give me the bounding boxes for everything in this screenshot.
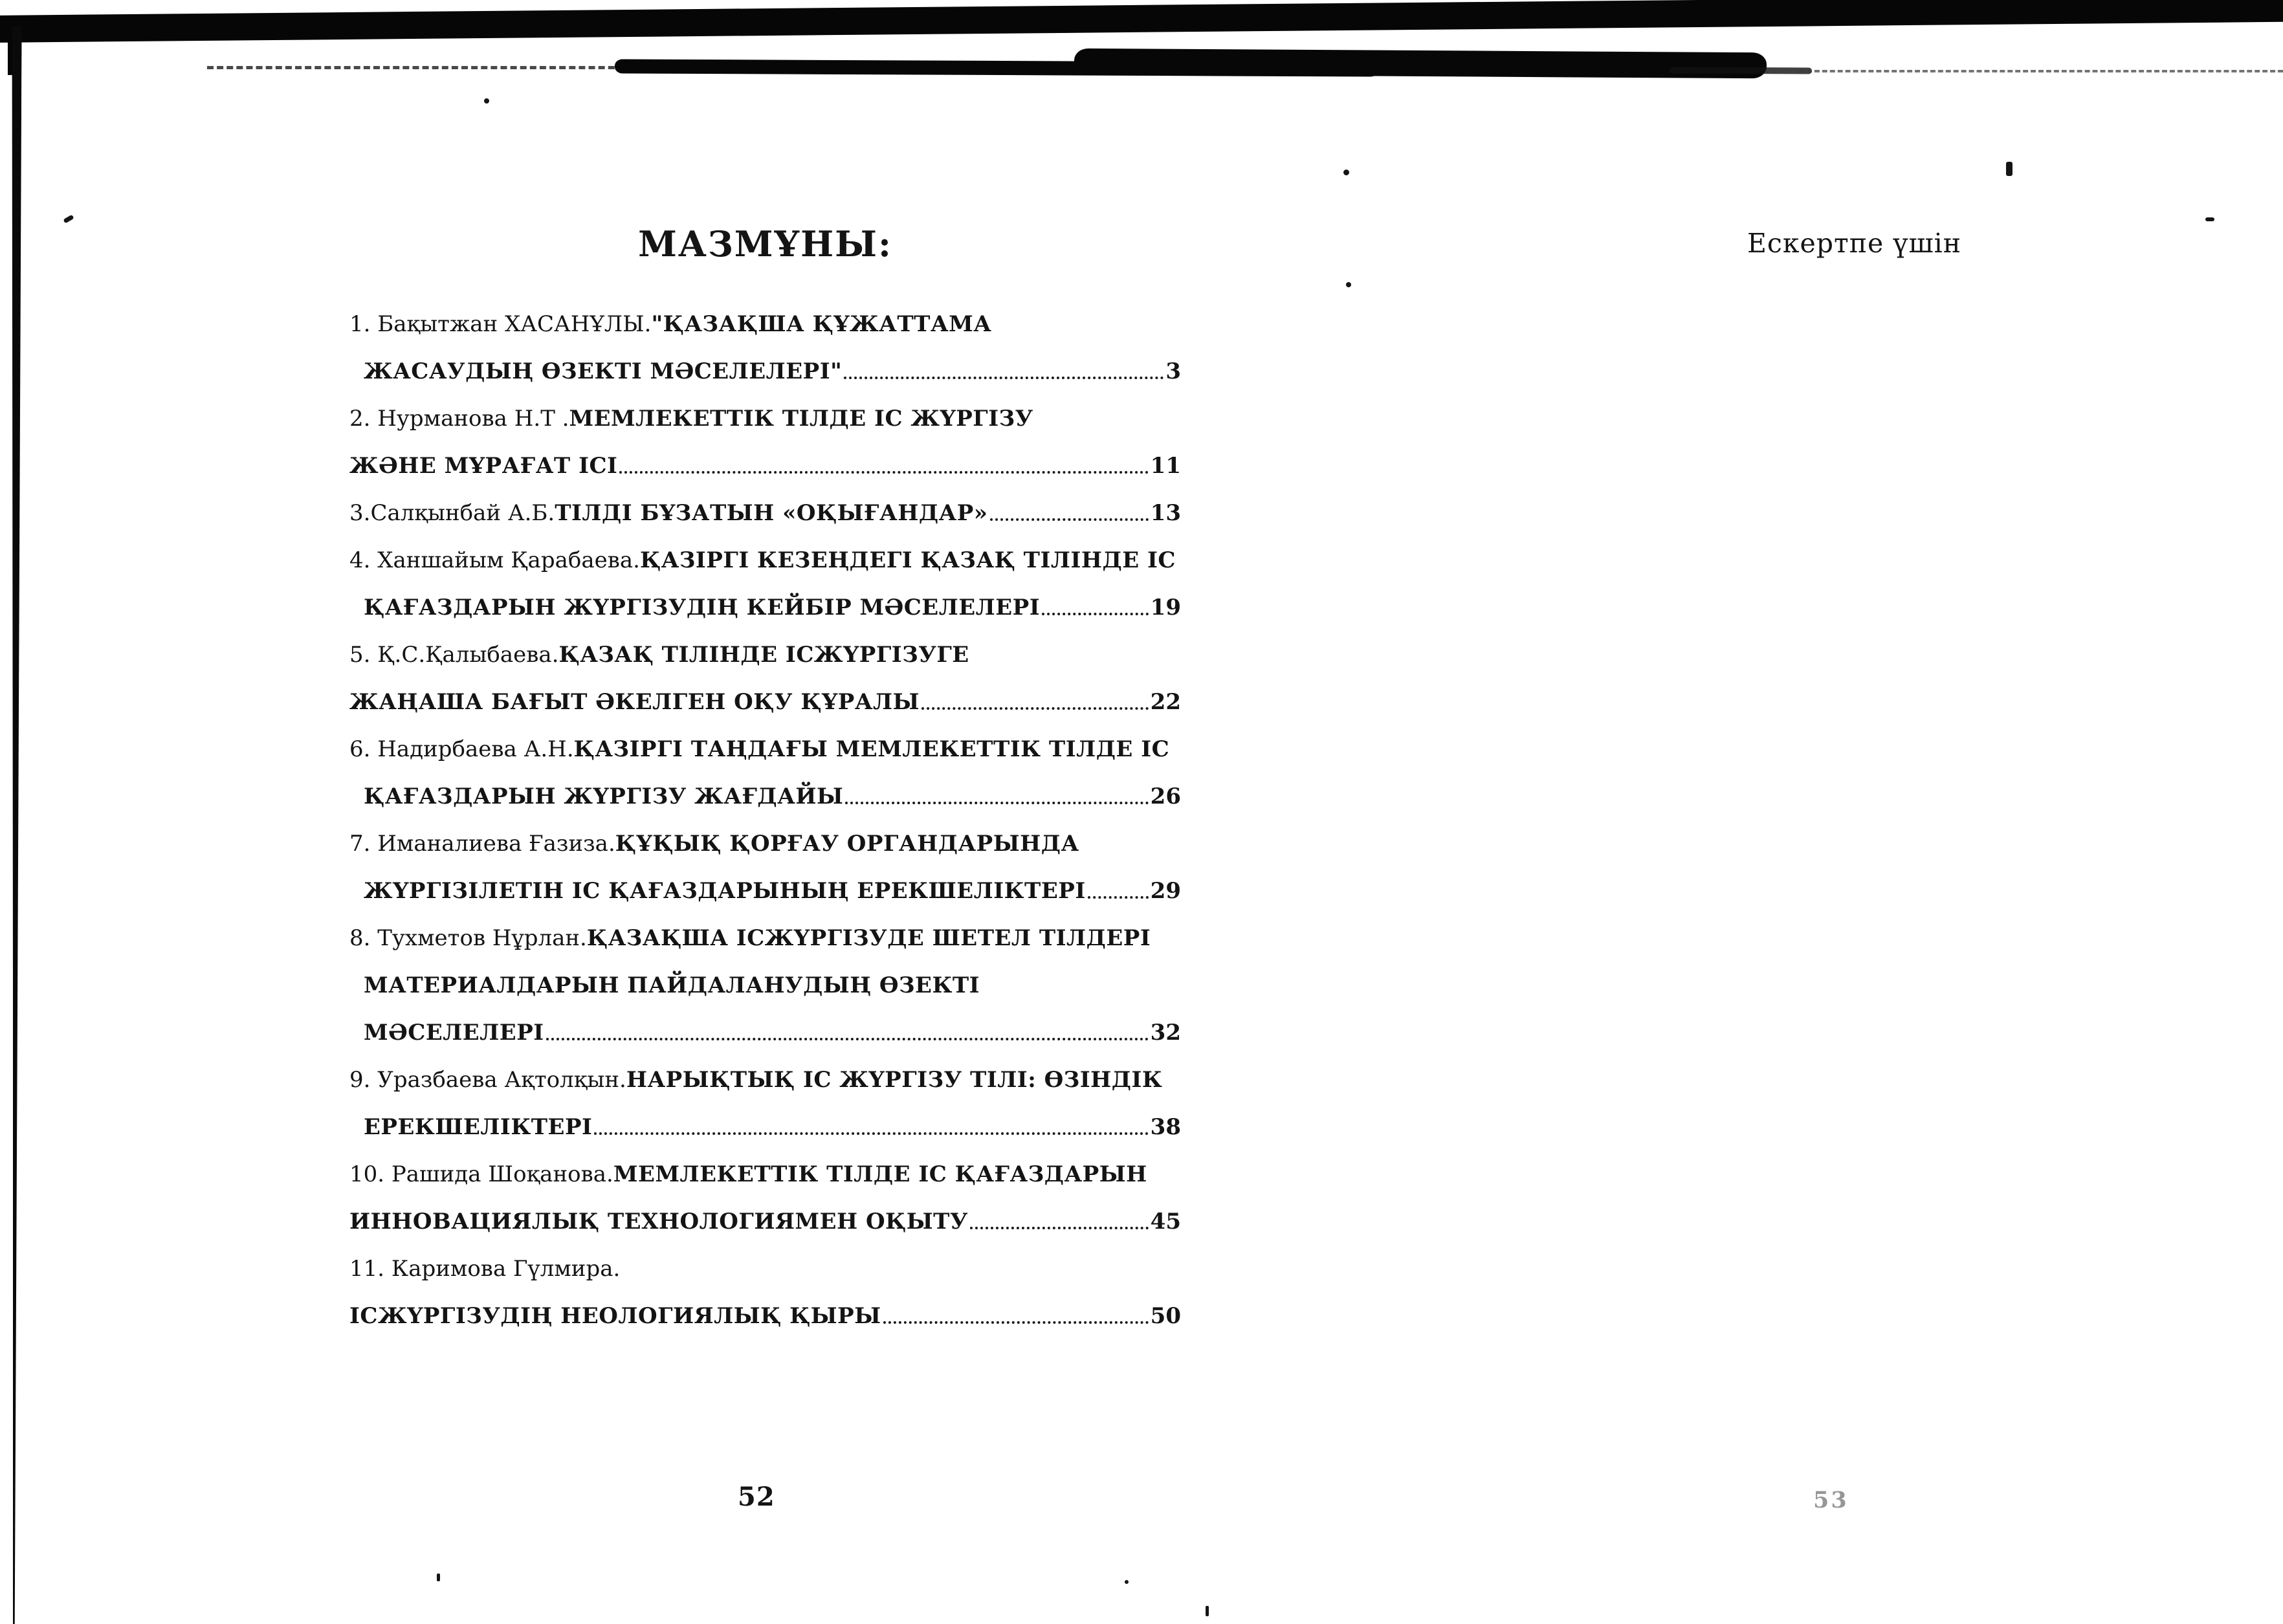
dot-leader xyxy=(1042,613,1149,615)
toc-entry-author: 6. Надирбаева А.Н. xyxy=(349,736,574,763)
toc-line xyxy=(349,1139,1181,1187)
toc-line xyxy=(349,903,1181,950)
toc-line xyxy=(349,1281,1181,1328)
toc-page-number: 38 xyxy=(1150,1114,1181,1141)
toc-page-number: 50 xyxy=(1150,1303,1181,1330)
toc-line xyxy=(349,431,1181,478)
dot-leader xyxy=(594,1132,1148,1135)
toc-line xyxy=(349,856,1181,903)
page-number-left: 52 xyxy=(738,1482,775,1512)
dot-leader xyxy=(619,471,1148,474)
toc-page-number: 11 xyxy=(1150,453,1181,479)
scan-speck xyxy=(484,98,489,104)
scan-dashed-line-left xyxy=(207,66,634,69)
toc-entry-author: 11. Каримова Гүлмира. xyxy=(349,1256,621,1282)
toc-line xyxy=(349,1234,1181,1281)
dot-leader xyxy=(883,1321,1149,1324)
toc-page-number: 3 xyxy=(1165,358,1181,385)
scan-speck xyxy=(1125,1580,1129,1584)
toc-line xyxy=(349,384,1181,431)
toc-page-number: 32 xyxy=(1150,1020,1181,1046)
toc-entry-title: НАРЫҚТЫҚ ІС ЖҮРГІЗУ ТІЛІ: ӨЗІНДІК xyxy=(626,1067,1163,1093)
scan-speck xyxy=(2205,217,2214,221)
notes-heading: Ескертпе үшін xyxy=(1747,228,1962,259)
toc-line xyxy=(349,714,1181,762)
toc-line xyxy=(349,525,1181,573)
toc-entry-author: 2. Нурманова Н.Т . xyxy=(349,406,569,432)
dot-leader xyxy=(970,1227,1149,1229)
toc-entry-title: ҚАЗІРГІ ТАҢДАҒЫ МЕМЛЕКЕТТІК ТІЛДЕ ІС xyxy=(573,736,1170,763)
toc-entry-title: ЖӘНЕ МҰРАҒАТ ІСІ xyxy=(349,453,618,479)
scan-speck xyxy=(1206,1606,1209,1616)
scan-speck xyxy=(1343,170,1349,175)
toc-page-number: 26 xyxy=(1150,784,1181,810)
toc-line xyxy=(349,950,1181,998)
scan-dashed-line-right xyxy=(1799,70,2283,72)
scan-speck xyxy=(63,214,74,223)
toc-line xyxy=(349,1045,1181,1092)
toc-entry-title: ҚАЗАҚ ТІЛІНДЕ ІСЖҮРГІЗУГЕ xyxy=(558,642,969,668)
toc-page-number: 22 xyxy=(1150,689,1181,716)
scan-top-bar-artifact xyxy=(0,0,2283,43)
toc-page-number: 29 xyxy=(1150,878,1181,905)
toc-entry-author: 3.Салқынбай А.Б. xyxy=(349,500,555,527)
toc-entry-title: ЖАҢАША БАҒЫТ ӘКЕЛГЕН ОҚУ ҚҰРАЛЫ xyxy=(349,689,920,716)
toc-line xyxy=(349,289,1181,336)
scan-speck xyxy=(1346,282,1351,287)
toc-entry-title: ҚҰҚЫҚ ҚОРҒАУ ОРГАНДАРЫНДА xyxy=(615,831,1079,857)
dot-leader xyxy=(990,518,1149,521)
toc-line xyxy=(349,667,1181,714)
dot-leader xyxy=(921,707,1149,710)
toc-entry-title: ИННОВАЦИЯЛЫҚ ТЕХНОЛОГИЯМЕН ОҚЫТУ xyxy=(349,1209,968,1235)
toc-line xyxy=(349,336,1181,384)
scan-ink-smear xyxy=(1670,67,1812,74)
scan-speck xyxy=(437,1574,440,1581)
toc-page-number: 13 xyxy=(1150,500,1181,527)
toc-entry-title: МЕМЛЕКЕТТІК ТІЛДЕ ІС ЖҮРГІЗУ xyxy=(569,406,1033,432)
toc-list xyxy=(349,289,1181,1328)
toc-entry-author: 4. Ханшайым Қарабаева. xyxy=(349,547,640,574)
page-number-right: 53 xyxy=(1813,1487,1849,1513)
dot-leader xyxy=(1088,896,1149,899)
toc-line xyxy=(349,762,1181,809)
toc-entry-title: "ҚАЗАҚША ҚҰЖАТТАМА xyxy=(651,311,992,338)
scan-ink-smear xyxy=(1074,49,1767,79)
toc-entry-author: 7. Иманалиева Ғазиза. xyxy=(349,831,615,857)
toc-entry-title: ҚАЗІРГІ КЕЗЕҢДЕГІ ҚАЗАҚ ТІЛІНДЕ ІС xyxy=(639,547,1176,574)
toc-entry-title: ЕРЕКШЕЛІКТЕРІ xyxy=(364,1114,593,1141)
dot-leader xyxy=(844,377,1164,379)
scan-speck xyxy=(2006,162,2013,176)
toc-entry-title: МЕМЛЕКЕТТІК ТІЛДЕ ІС ҚАҒАЗДАРЫН xyxy=(613,1161,1147,1188)
toc-line xyxy=(349,1092,1181,1139)
contents-page xyxy=(349,223,1181,1328)
toc-entry-title: ЖҮРГІЗІЛЕТІН ІС ҚАҒАЗДАРЫНЫҢ ЕРЕКШЕЛІКТЕРІ xyxy=(364,878,1086,905)
toc-entry-author: 9. Уразбаева Ақтолқын. xyxy=(349,1067,626,1093)
toc-page-number: 19 xyxy=(1150,595,1181,621)
toc-line xyxy=(349,573,1181,620)
toc-entry-title: ТІЛДІ БҰЗАТЫН «ОҚЫҒАНДАР» xyxy=(555,500,988,527)
scan-left-edge-artifact xyxy=(8,26,21,1624)
toc-entry-author: 1. Бақытжан ХАСАНҰЛЫ. xyxy=(349,311,652,338)
toc-entry-title: ҚАҒАЗДАРЫН ЖҮРГІЗУ ЖАҒДАЙЫ xyxy=(364,784,844,810)
toc-entry-title: ІСЖҮРГІЗУДІҢ НЕОЛОГИЯЛЫҚ ҚЫРЫ xyxy=(349,1303,881,1330)
toc-page-number: 45 xyxy=(1150,1209,1181,1235)
toc-line xyxy=(349,1187,1181,1234)
dot-leader xyxy=(845,802,1148,804)
toc-entry-author: 5. Қ.С.Қалыбаева. xyxy=(349,642,559,668)
page-title: МАЗМҰНЫ: xyxy=(638,223,892,265)
toc-line xyxy=(349,998,1181,1045)
toc-line xyxy=(349,620,1181,667)
toc-entry-title: ҚАЗАҚША ІСЖҮРГІЗУДЕ ШЕТЕЛ ТІЛДЕРІ xyxy=(586,925,1151,952)
toc-entry-title: ҚАҒАЗДАРЫН ЖҮРГІЗУДІҢ КЕЙБІР МӘСЕЛЕЛЕРІ xyxy=(364,595,1041,621)
toc-entry-author: 8. Тухметов Нұрлан. xyxy=(349,925,587,952)
toc-line xyxy=(349,809,1181,856)
toc-entry-title: МАТЕРИАЛДАРЫН ПАЙДАЛАНУДЫҢ ӨЗЕКТІ xyxy=(364,972,980,999)
dot-leader xyxy=(546,1038,1149,1040)
toc-entry-title: ЖАСАУДЫҢ ӨЗЕКТІ МӘСЕЛЕЛЕРІ" xyxy=(364,358,843,385)
toc-entry-title: МӘСЕЛЕЛЕРІ xyxy=(364,1020,544,1046)
toc-line xyxy=(349,478,1181,525)
toc-entry-author: 10. Рашида Шоқанова. xyxy=(349,1161,613,1188)
